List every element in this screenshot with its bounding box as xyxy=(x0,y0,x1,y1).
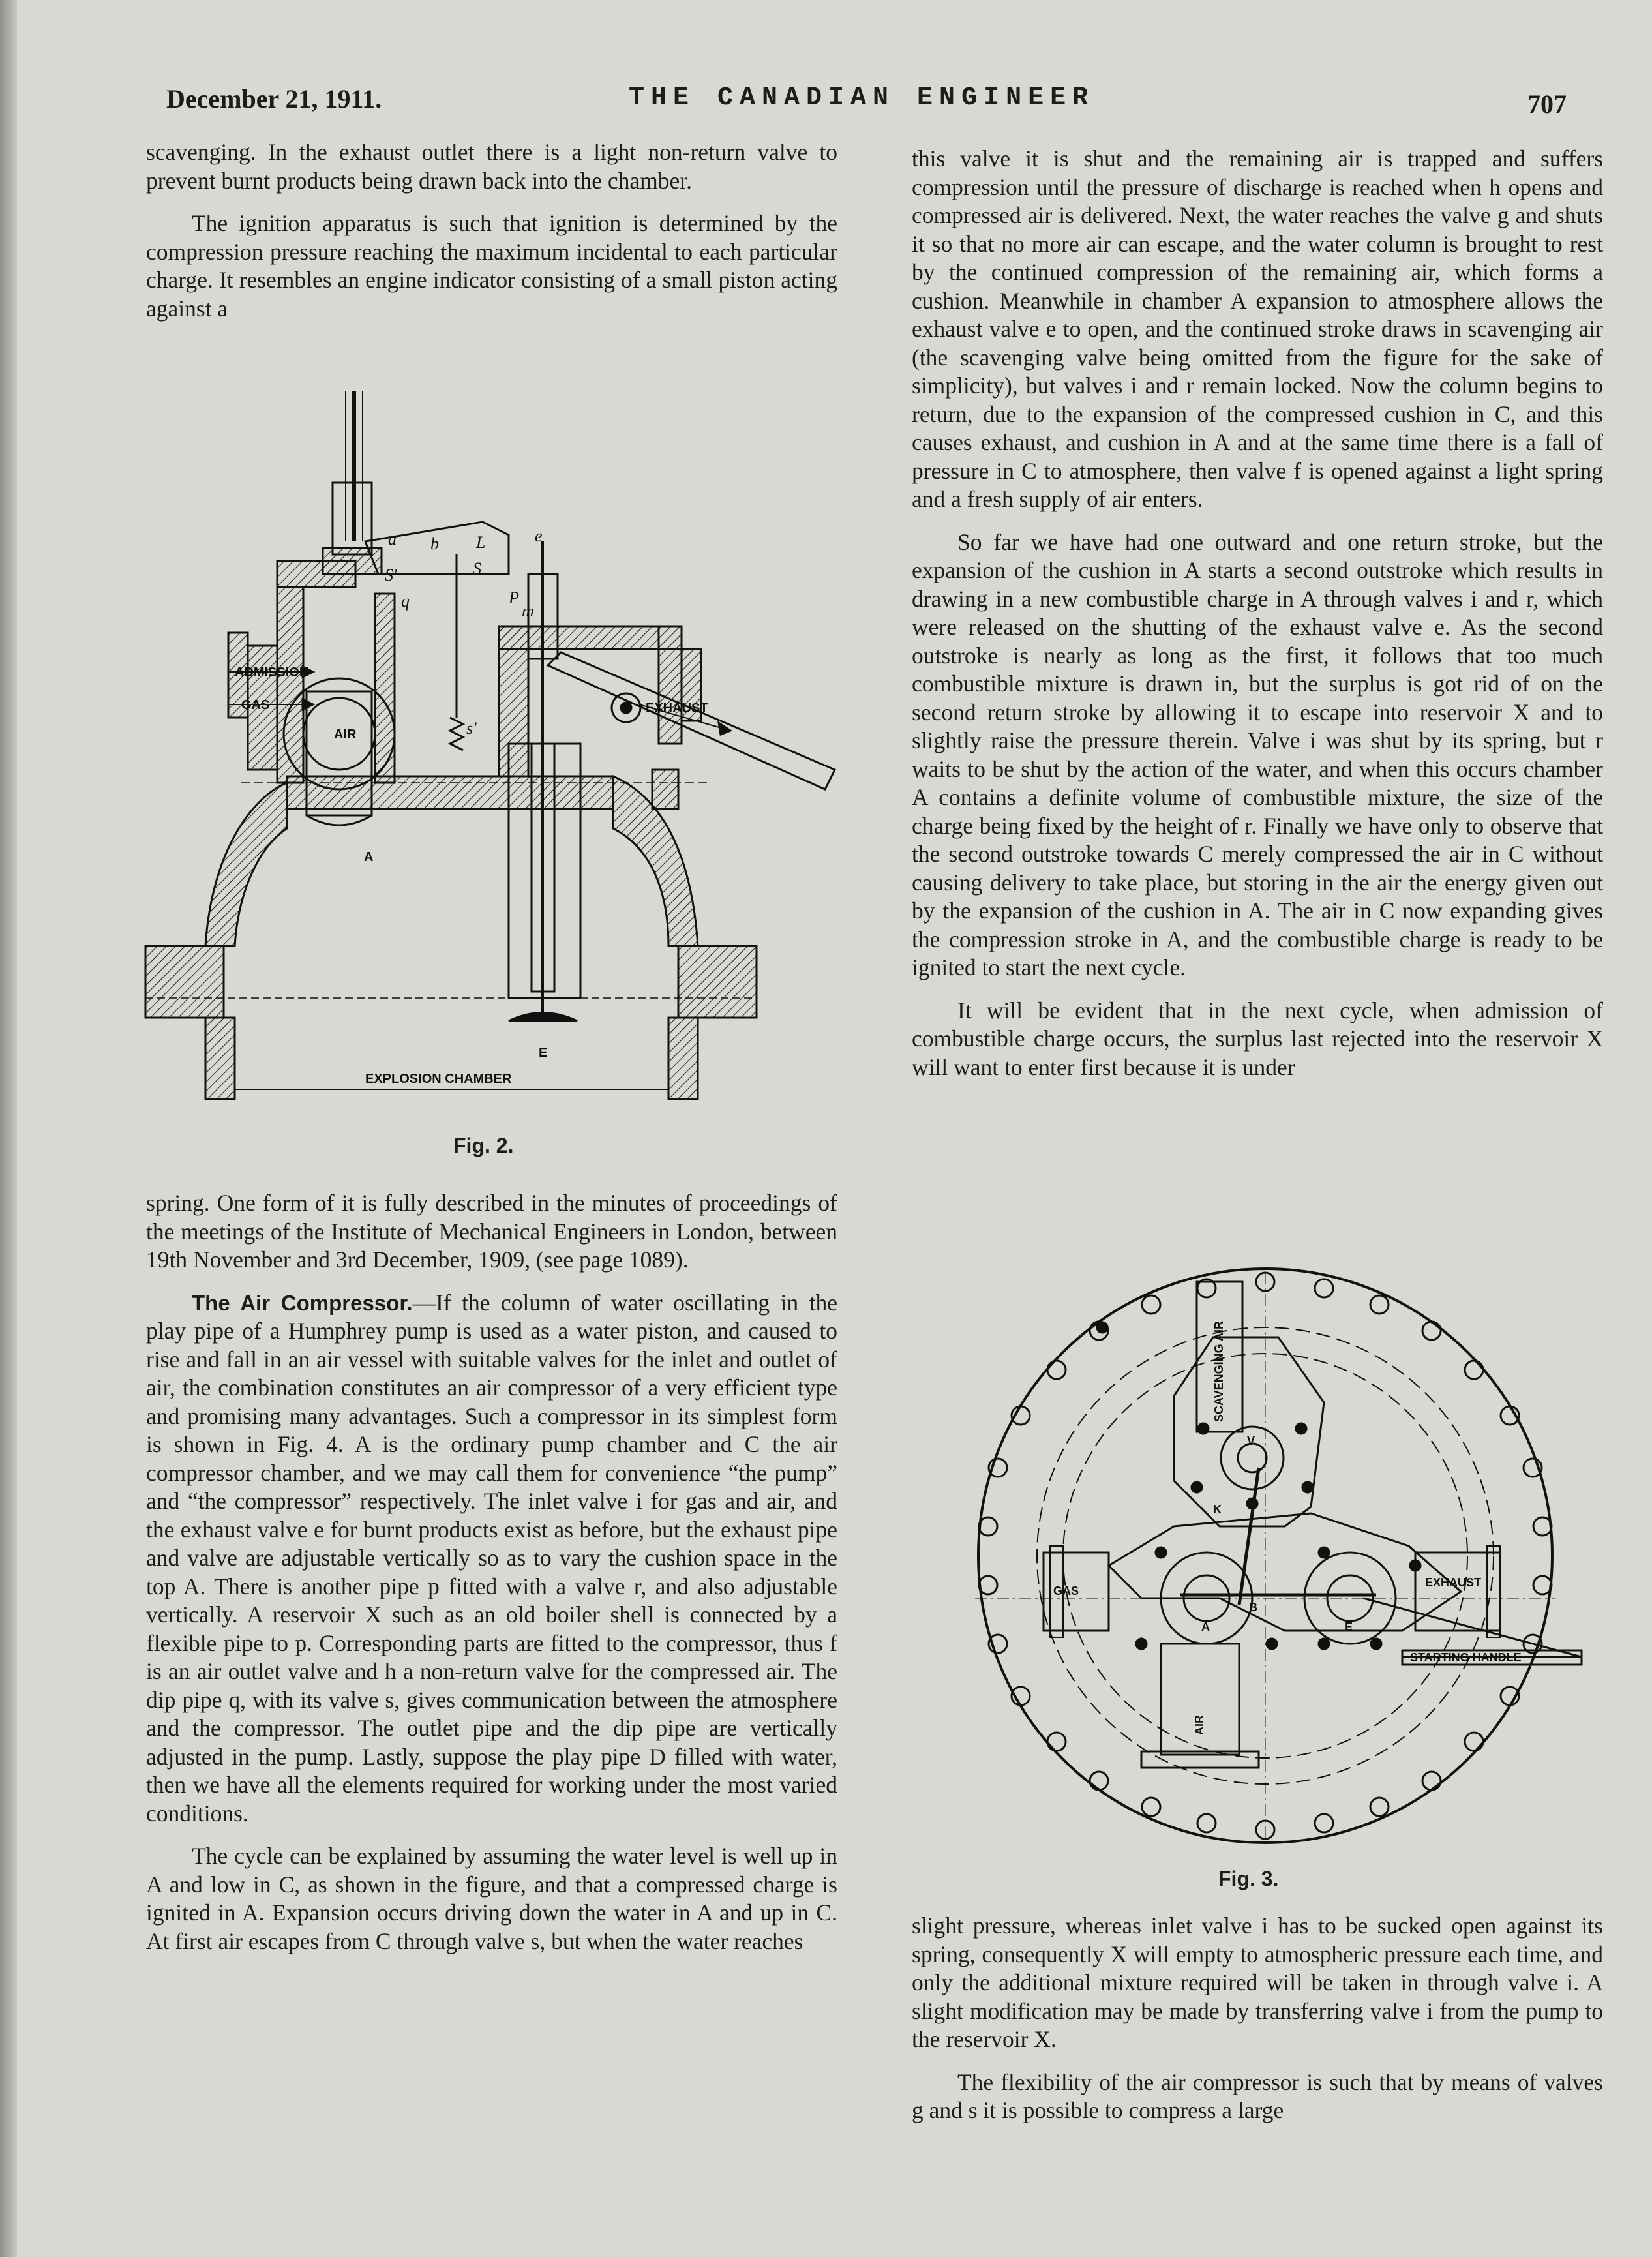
fig3-label-b: B xyxy=(1249,1601,1257,1614)
fig3-label-a: A xyxy=(1201,1620,1210,1633)
fig2-label-q: q xyxy=(401,592,410,611)
page-header xyxy=(0,83,1652,129)
fig2-label-s-prime: S' xyxy=(385,566,397,584)
header-date: December 21, 1911. xyxy=(166,84,382,114)
fig2-label-p: P xyxy=(509,588,519,607)
journal-title: THE CANADIAN ENGINEER xyxy=(629,83,1095,113)
binding-gutter xyxy=(0,0,17,2257)
fig2-label-l: L xyxy=(476,533,486,552)
paragraph: The ignition apparatus is such that ignition is determined by the compression pressure reaching the maximum incidental to each particular charge. It resembles an engine indicator consisting of a small piston acting against a xyxy=(146,210,837,322)
section-heading: The Air Compressor. xyxy=(192,1290,413,1315)
figure-2-caption: Fig. 2. xyxy=(453,1134,514,1157)
section-paragraph xyxy=(146,1289,837,1828)
fig2-label-lower-a: a xyxy=(388,530,397,549)
fig3-label-air: AIR xyxy=(1193,1715,1206,1735)
figure-3-plan-view-drawing xyxy=(946,1265,1598,1846)
fig2-label-exhaust: EXHAUST xyxy=(646,701,708,716)
paragraph: this valve it is shut and the remaining air is trapped and suffers compression until the pressure of discharge is reached when h opens and compressed air is delivered. Next, the water reaches the valve g and shuts it so that no more air can escape, and the water column is brought to rest by the continued compression of the remaining air, which forms a cushion. Meanwhile in chamber A expansion to atmosphere allows the exhaust valve e to open, and the continued stroke draws in scavenging air (the scavenging valve being omitted from the figure for the sake of simplicity), but valves i and r remain locked. Now the column begins to return, due to the expansion of the compressed cushion in C, and this causes exhaust, and cushion in A and at the same time there is a fall of pressure in C to atmosphere, then valve f is opened against a light spring and a fresh supply of air enters. xyxy=(912,145,1603,512)
fig2-label-s-prime-2: s' xyxy=(466,719,477,738)
fig2-label-b: b xyxy=(430,534,439,553)
figure-2-ignition-valve-drawing xyxy=(143,378,854,1115)
fig3-label-scavenging-air: SCAVENGING AIR xyxy=(1212,1320,1225,1422)
fig3-label-v: V xyxy=(1247,1434,1255,1447)
fig3-label-starting-handle: STARTING HANDLE xyxy=(1410,1651,1522,1664)
paragraph: slight pressure, whereas inlet valve i has to be sucked open against its spring, consequently X will empty to atmospheric pressure each time, and only the additional mixture required will be taken in through valve i. A slight modification may be made by transferring valve i from the pump to the reservoir X. xyxy=(912,1913,1603,2052)
right-column-bottom xyxy=(912,1912,1603,2140)
left-column-top xyxy=(146,138,837,337)
figure-3-caption: Fig. 3. xyxy=(1218,1867,1279,1890)
paragraph: The flexibility of the air compressor is such that by means of valves g and s it is possible to compress a large xyxy=(912,2068,1603,2123)
right-column-top xyxy=(912,145,1603,1096)
fig2-label-admission: ADMISSION xyxy=(235,665,309,680)
paragraph: spring. One form of it is fully described in the minutes of proceedings of the meetings of the Institute of Mechanical Engineers in London, between 19th November and 3rd December, 1909, (see page 1089). xyxy=(146,1190,837,1273)
fig2-label-m: m xyxy=(522,601,534,620)
paragraph: So far we have had one outward and one return stroke, but the expansion of the cushion in A starts a second outstroke which results in drawing in a new combustible charge in A through valves i and r, which were released on the shutting of the exhaust valve e. As the second outstroke is nearly as long as the first, it follows that too much combustible mixture is drawn in, but the surplus is got rid of on the second return stroke by allowing it to escape into reservoir X and to slightly raise the pressure therein. Valve i was shut by its spring, but r waits to be shut by the action of the water, and when this occurs chamber A contains a definite volume of combustible mixture, the size of the charge being fixed by the height of r. Finally we have only to observe that the second outstroke towards C merely compressed the air in C without causing delivery to take place, but storing in the air the energy given out by the expansion of the cushion in A. The air in C now expanding gives the compression stroke in A, and the combustible charge is ready to be ignited to start the next cycle. xyxy=(912,528,1603,980)
page-number: 707 xyxy=(1527,89,1567,119)
paragraph: scavenging. In the exhaust outlet there is a light non-return valve to prevent burnt products being drawn back into the chamber. xyxy=(146,139,837,194)
paragraph: It will be evident that in the next cycle, when admission of combustible charge occurs, the surplus last rejected into the reservoir X will want to enter first because it is under xyxy=(912,997,1603,1080)
fig3-label-gas: GAS xyxy=(1053,1584,1079,1598)
fig2-label-s: S xyxy=(473,559,481,578)
left-column-bottom xyxy=(146,1189,837,1970)
fig2-label-air: AIR xyxy=(334,727,357,742)
fig2-label-lower-e: e xyxy=(535,526,543,545)
fig2-label-explosion-chamber: EXPLOSION CHAMBER xyxy=(365,1072,512,1086)
fig3-label-k: K xyxy=(1213,1503,1222,1516)
fig3-label-exhaust: EXHAUST xyxy=(1425,1576,1482,1589)
fig2-label-a: A xyxy=(364,850,374,864)
fig3-label-e: E xyxy=(1345,1620,1353,1633)
paragraph: The cycle can be explained by assuming the water level is well up in A and low in C, as shown in the figure, and that a compressed charge is ignited in A. Expansion occurs driving down the water in A and up in C. At first air escapes from C through valve s, but when the water reaches xyxy=(146,1843,837,1954)
fig2-label-gas: GAS xyxy=(241,698,270,712)
section-text: —If the column of water oscillating in the play pipe of a Humphrey pump is used as a water piston, and caused to rise and fall in an air vessel with suitable valves for the inlet and outlet of air, the combination constitutes an air compressor of a very efficient type and promising many advantages. Such a compressor in its simplest form is shown in Fig. 4. A is the ordinary pump chamber and C the air compressor chamber, and we may call them for convenience “the pump” and “the compressor” respectively. The inlet valve i for gas and air, and the exhaust valve e for burnt products exist as before, but the exhaust pipe and valve are adjustable vertically so as to vary the cushion space in the top A. There is another pipe p fitted with a valve r, and also adjustable vertically. A reservoir X such as an old boiler shell is connected by a flexible pipe to p. Corresponding parts are fitted to the compressor, thus f is an air outlet valve and h a non-return valve for the compressed air. The dip pipe q, with its valve s, gives communication between the atmosphere and the compressor. The outlet pipe and the dip pipe are vertically adjusted in the pump. Lastly, suppose the play pipe D filled with water, then we have all the elements required for working under the most varied conditions. xyxy=(146,1289,837,1826)
fig2-label-e: E xyxy=(539,1046,548,1060)
